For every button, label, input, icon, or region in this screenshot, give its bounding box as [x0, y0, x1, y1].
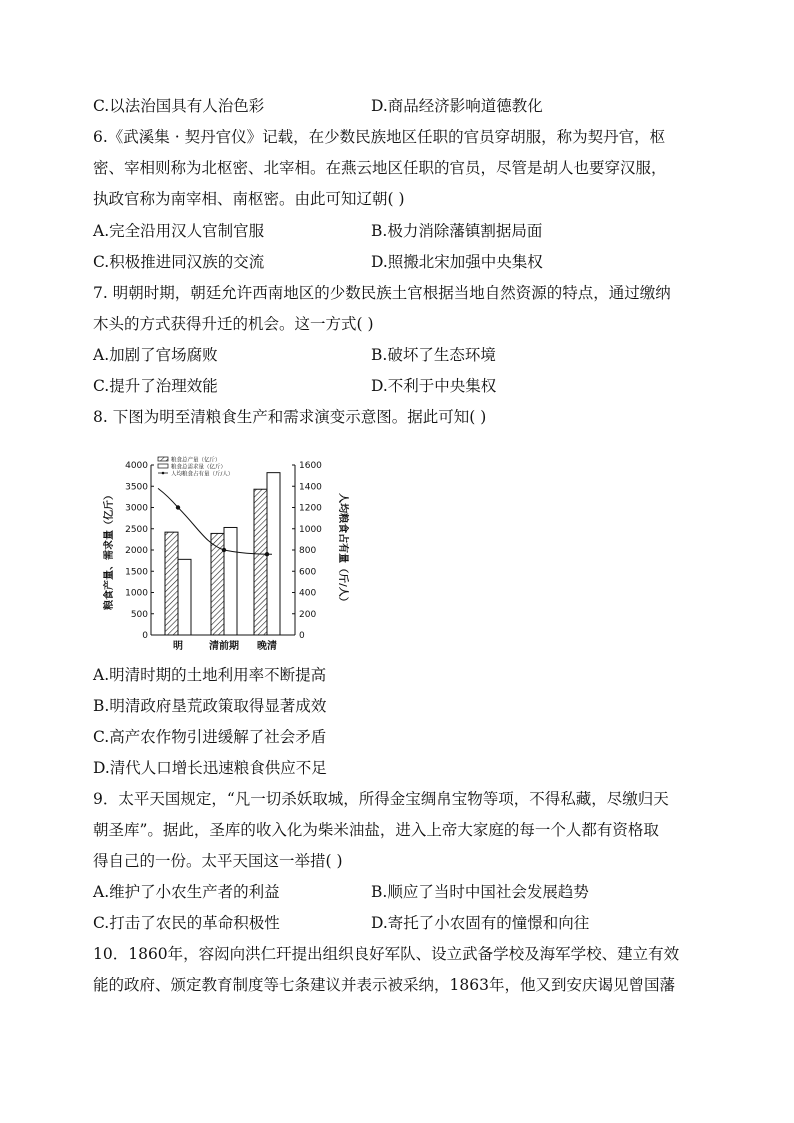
right-tick-label: 1000: [299, 524, 322, 535]
per-capita-point: [176, 505, 180, 509]
q7-option-d: D.不利于中央集权: [371, 377, 497, 395]
x-tick-label: 明: [173, 641, 183, 652]
left-tick-label: 0: [142, 631, 148, 641]
q9-stem-line-1: 9．太平天国规定，“凡一切杀妖取城，所得金宝绸帛宝物等项，不得私藏，尽缴归天: [93, 790, 669, 808]
left-tick-label: 2500: [125, 524, 148, 535]
bar: [211, 533, 224, 635]
q8-option-a: A.明清时期的土地利用率不断提高: [93, 666, 327, 684]
legend-label: 粮食总需求量（亿斤）: [171, 464, 227, 471]
q10-stem-line-2: 能的政府、颁定教育制度等七条建议并表示被采纳，1863年，他又到安庆谒见曾国藩: [93, 976, 675, 994]
q10-stem-line-1: 10．1860年，容闳向洪仁玕提出组织良好军队、设立武备学校及海军学校、建立有效: [93, 945, 680, 963]
left-tick-label: 2000: [125, 546, 148, 556]
legend-label: 粮食总产量（亿斤）: [171, 457, 221, 464]
right-tick-label: 400: [299, 588, 317, 599]
right-tick-label: 0: [299, 631, 305, 641]
right-tick-label: 1200: [299, 503, 322, 514]
q6-option-a: A.完全沿用汉人官制官服: [93, 222, 265, 240]
left-tick-label: 1500: [125, 567, 148, 578]
q6-option-b: B.极力消除藩镇割据局面: [371, 222, 543, 240]
q9-option-d: D.寄托了小农固有的憧憬和向往: [371, 914, 590, 932]
legend-label: 人均粮食占有量（斤/人）: [171, 471, 234, 478]
right-axis-title: 人均粮食占有量（斤/人）: [337, 493, 348, 607]
bar: [254, 489, 267, 635]
q8-option-d: D.清代人口增长迅速粮食供应不足: [93, 759, 327, 777]
q6-stem-line-1: 6.《武溪集 · 契丹官仪》记载，在少数民族地区任职的官员穿胡服，称为契丹官，枢: [93, 128, 666, 146]
right-tick-label: 1600: [299, 461, 322, 471]
x-tick-label: 晚清: [257, 641, 277, 652]
q6-stem-line-2: 密、宰相则称为北枢密、北宰相。在燕云地区任职的官员，尽管是胡人也要穿汉服，: [93, 159, 667, 177]
q9-option-c: C.打击了农民的革命积极性: [93, 914, 280, 932]
bar: [224, 527, 237, 635]
q8-option-c: C.高产农作物引进缓解了社会矛盾: [93, 728, 327, 746]
per-capita-point: [222, 548, 226, 552]
q6-option-d: D.照搬北宋加强中央集权: [371, 253, 543, 271]
right-tick-label: 200: [299, 609, 317, 620]
q5-option-c: C.以法治国具有人治色彩: [93, 97, 265, 115]
q9-stem-line-3: 得自己的一份。太平天国这一举措( ): [93, 852, 343, 870]
legend-swatch: [158, 457, 168, 461]
q7-option-a: A.加剧了官场腐败: [93, 346, 218, 364]
chart-legend: [158, 456, 233, 478]
legend-swatch: [158, 464, 168, 468]
bar: [178, 559, 191, 635]
q7-stem-line-2: 木头的方式获得升迁的机会。这一方式( ): [93, 315, 374, 333]
q5-option-d: D.商品经济影响道德教化: [371, 97, 543, 115]
q9-option-a: A.维护了小农生产者的利益: [93, 883, 280, 901]
q8-stem: 8. 下图为明至清粮食生产和需求演变示意图。据此可知( ): [93, 408, 487, 426]
right-tick-label: 800: [299, 546, 317, 556]
right-tick-label: 600: [299, 567, 317, 578]
q9-option-b: B.顺应了当时中国社会发展趋势: [371, 883, 589, 901]
bar: [165, 532, 178, 635]
left-tick-label: 4000: [125, 461, 148, 471]
q6-stem-line-3: 执政官称为南宰相、南枢密。由此可知辽朝( ): [93, 190, 405, 208]
right-tick-label: 1400: [299, 482, 322, 493]
q7-stem-line-1: 7. 明朝时期，朝廷允许西南地区的少数民族土官根据当地自然资源的特点，通过缴纳: [93, 284, 671, 302]
q7-option-c: C.提升了治理效能: [93, 377, 218, 395]
q8-option-b: B.明清政府垦荒政策取得显著成效: [93, 697, 327, 715]
left-tick-label: 500: [130, 609, 148, 620]
left-tick-label: 3000: [125, 503, 148, 514]
grain-chart: [100, 453, 360, 658]
per-capita-point: [265, 552, 269, 556]
q6-option-c: C.积极推进同汉族的交流: [93, 253, 265, 271]
left-tick-label: 1000: [125, 588, 148, 599]
left-axis-title: 粮食产量、需求量（亿斤）: [104, 490, 115, 610]
legend-dot: [162, 472, 165, 475]
q9-stem-line-2: 朝圣库”。据此，圣库的收入化为柴米油盐，进入上帝大家庭的每一个人都有资格取: [93, 821, 659, 839]
x-tick-label: 清前期: [209, 641, 239, 652]
left-tick-label: 3500: [125, 482, 148, 493]
q7-option-b: B.破坏了生态环境: [371, 346, 496, 364]
